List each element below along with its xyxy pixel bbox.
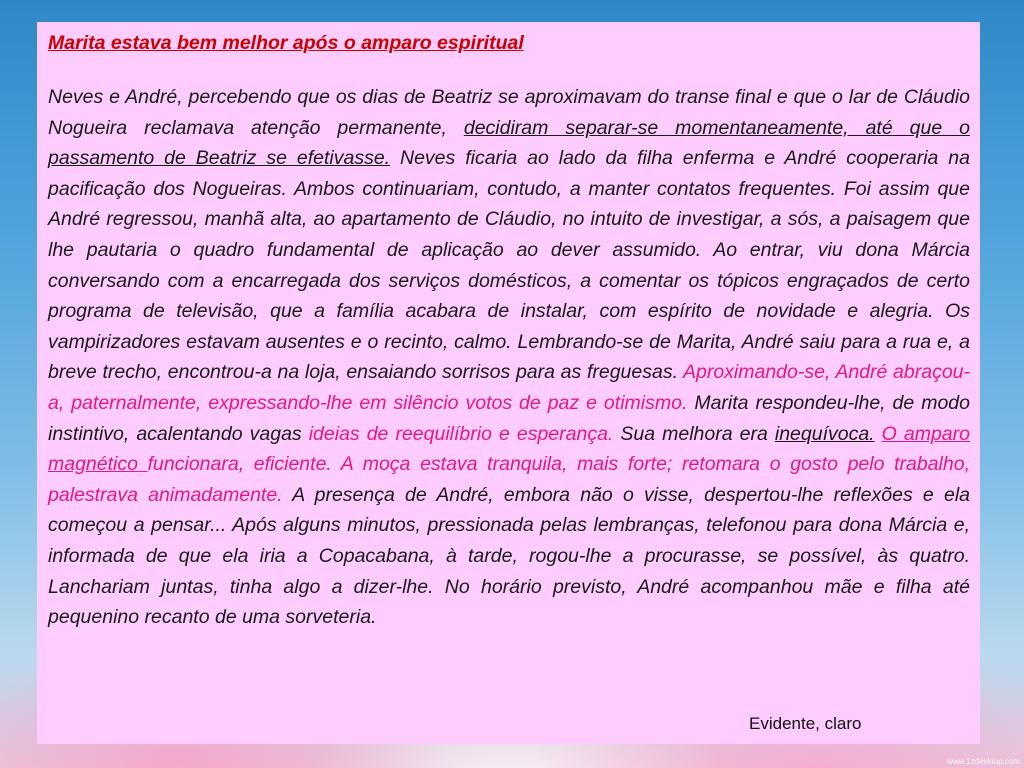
slide-card: [37, 22, 980, 744]
text-run: Neves e André, percebendo que os dias de Beatriz se aproximavam do transe final e que o lar de Cláudio Nogueira reclamava atenção permanente,: [48, 86, 970, 139]
text-run: Neves ficaria ao lado da filha enferma e André cooperaria na pacificação dos Nogueiras. Ambos continuariam, contudo, a manter contatos frequentes. Foi assim que André regressou, manhã alta, ao apartamento de Cláudio, no intuito de investigar, a sós, a paisagem que lhe pautaria o quadro fundamental de aplicação ao dever assumido. Ao entrar, viu dona Márcia conversando com a encarregada dos serviços domésticos, a comentar os tópicos engraçados de certo programa de televisão, que a família acabara de instalar, com espírito de novidade e alegria. Os vampirizadores estavam ausentes e o recinto, calmo. Lembrando-se de Marita, André saiu para a rua e, a breve trecho, encontrou-a na loja, ensaiando sorrisos para as freguesas.: [48, 147, 970, 384]
highlighted-phrase: ideias de reequilíbrio e esperança.: [308, 422, 614, 445]
footnote-definition: Evidente, claro: [749, 714, 862, 733]
highlighted-phrase: Aproximando-se, André abraçou-a, paternalmente, expressando-lhe em silêncio votos de paz e otimismo.: [48, 361, 971, 414]
text-run: A presença de André, embora não o visse, despertou-lhe reflexões e ela começou a pensar... Após alguns minutos, pressionada pelas lembranças, telefonou para dona Márcia e, informada de que ela iria a Copacabana, à tarde, rogou-lhe a procurasse, se possível, às quatro. Lanchariam juntas, tinha algo a dizer-lhe. No horário previsto, André acompanhou mãe e filha até pequenino recanto de uma sorveteria.: [48, 483, 970, 629]
underlined-word: inequívoca.: [774, 422, 875, 445]
text-run: Sua melhora era: [613, 422, 775, 445]
text-run: Marita respondeu-lhe, de modo instintivo, acalentando vagas: [48, 391, 970, 445]
text-run: [875, 423, 882, 445]
watermark: www.1zdesktop.com: [947, 757, 1020, 766]
highlighted-underlined-phrase: O amparo magnético: [48, 422, 970, 476]
slide-title: Marita estava bem melhor após o amparo espiritual: [48, 32, 524, 54]
body-paragraph: [48, 82, 970, 633]
highlighted-phrase: funcionara, eficiente. A moça estava tranquila, mais forte; retomara o gosto pelo trabalho, palestrava animadamente.: [48, 453, 970, 506]
underlined-phrase: decidiram separar-se momentaneamente, até que o passamento de Beatriz se efetivasse.: [48, 116, 970, 170]
